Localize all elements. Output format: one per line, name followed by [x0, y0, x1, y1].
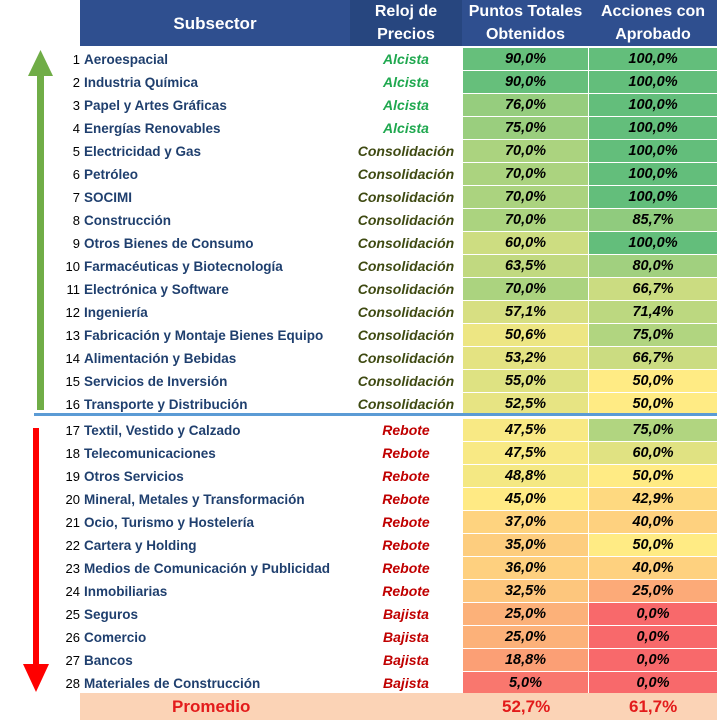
sector-name: Transporte y Distribución: [84, 397, 248, 412]
status-label: Consolidación: [357, 304, 455, 320]
acciones-cell: 75,0%: [589, 324, 717, 347]
row-number: 27: [65, 653, 80, 668]
sector-name: Servicios de Inversión: [84, 374, 228, 389]
status-label: Rebote: [382, 445, 430, 461]
table-row: [0, 209, 717, 232]
row-number: 2: [72, 75, 80, 90]
row-number: 25: [65, 607, 80, 622]
header-acciones-line1: Acciones con: [600, 3, 706, 20]
row-number: 5: [72, 144, 80, 159]
promedio-row: [80, 693, 717, 720]
puntos-cell: 76,0%: [463, 94, 589, 117]
acciones-cell: 100,0%: [589, 163, 717, 186]
sector-name: Farmacéuticas y Biotecnología: [84, 259, 283, 274]
status-label: Consolidación: [357, 281, 455, 297]
acciones-cell: 100,0%: [589, 94, 717, 117]
table-row: [0, 255, 717, 278]
sector-name: Inmobiliarias: [84, 584, 168, 599]
acciones-cell: 80,0%: [589, 255, 717, 278]
header-reloj: [350, 0, 462, 46]
puntos-cell: 18,8%: [463, 649, 589, 672]
table-row: [0, 301, 717, 324]
header-acciones: [589, 0, 717, 46]
status-label: Consolidación: [357, 166, 455, 182]
status-label: Rebote: [382, 583, 430, 599]
sector-name: Seguros: [84, 607, 139, 622]
row-number: 8: [72, 213, 80, 228]
row-number: 11: [66, 282, 80, 297]
row-number: 9: [72, 236, 80, 251]
table-row: [0, 48, 717, 71]
table-row: [0, 163, 717, 186]
status-label: Consolidación: [357, 373, 455, 389]
row-number: 13: [65, 328, 80, 343]
puntos-cell: 90,0%: [463, 71, 589, 94]
sector-name: Bancos: [84, 653, 133, 668]
arrow-down-icon: [23, 428, 49, 692]
puntos-cell: 48,8%: [463, 465, 589, 488]
puntos-cell: 52,5%: [463, 393, 589, 416]
acciones-cell: 75,0%: [589, 419, 717, 442]
row-number: 12: [65, 305, 80, 320]
acciones-cell: 0,0%: [589, 626, 717, 649]
puntos-cell: 45,0%: [463, 488, 589, 511]
table-row: [0, 672, 717, 695]
acciones-cell: 60,0%: [589, 442, 717, 465]
table-row: [0, 278, 717, 301]
acciones-cell: 42,9%: [589, 488, 717, 511]
status-label: Consolidación: [357, 235, 455, 251]
row-number: 10: [65, 259, 80, 274]
puntos-cell: 70,0%: [463, 278, 589, 301]
sector-name: SOCIMI: [84, 190, 133, 205]
header-reloj-label: [375, 0, 437, 46]
table-row: [0, 534, 717, 557]
promedio-label: Promedio: [172, 697, 251, 716]
acciones-cell: 0,0%: [589, 603, 717, 626]
table-row: [0, 580, 717, 603]
sector-name: Comercio: [84, 630, 147, 645]
sector-name: Medios de Comunicación y Publicidad: [84, 561, 331, 576]
acciones-cell: 50,0%: [589, 534, 717, 557]
acciones-cell: 100,0%: [589, 117, 717, 140]
table-row: [0, 232, 717, 255]
sector-name: Materiales de Construcción: [84, 676, 261, 691]
table-row: [0, 442, 717, 465]
sector-name: Alimentación y Bebidas: [84, 351, 237, 366]
table-row: [0, 94, 717, 117]
acciones-cell: 0,0%: [589, 672, 717, 695]
sector-name: Energías Renovables: [84, 121, 221, 136]
row-number: 6: [72, 167, 80, 182]
row-number: 26: [65, 630, 80, 645]
row-number: 1: [72, 52, 80, 67]
status-label: Bajista: [383, 675, 429, 691]
sector-name: Petróleo: [84, 167, 139, 182]
row-number: 4: [72, 121, 80, 136]
header-subsector: [80, 0, 350, 46]
status-label: Consolidación: [357, 212, 455, 228]
status-label: Consolidación: [357, 143, 455, 159]
puntos-cell: 70,0%: [463, 140, 589, 163]
acciones-cell: 66,7%: [589, 278, 717, 301]
row-number: 19: [65, 469, 80, 484]
sector-name: Papel y Artes Gráficas: [84, 98, 227, 113]
trend-arrows: [0, 0, 80, 720]
table-row: [0, 649, 717, 672]
table-row: [0, 324, 717, 347]
status-label: Rebote: [382, 537, 430, 553]
status-label: Rebote: [382, 491, 430, 507]
table-row: [0, 626, 717, 649]
sector-name: Ocio, Turismo y Hostelería: [84, 515, 255, 530]
row-number: 24: [65, 584, 80, 599]
status-label: Alcista: [383, 120, 429, 136]
status-label: Alcista: [383, 51, 429, 67]
table-row: [0, 511, 717, 534]
puntos-cell: 55,0%: [463, 370, 589, 393]
puntos-cell: 25,0%: [463, 626, 589, 649]
puntos-cell: 32,5%: [463, 580, 589, 603]
row-number: 28: [65, 676, 80, 691]
row-number: 18: [65, 446, 80, 461]
acciones-cell: 100,0%: [589, 71, 717, 94]
acciones-cell: 0,0%: [589, 649, 717, 672]
header-reloj-line1: Reloj de: [374, 3, 438, 20]
sector-name: Ingeniería: [84, 305, 148, 320]
status-label: Alcista: [383, 97, 429, 113]
sector-name: Electricidad y Gas: [84, 144, 202, 159]
puntos-cell: 37,0%: [463, 511, 589, 534]
row-number: 16: [65, 397, 80, 412]
status-label: Consolidación: [357, 350, 455, 366]
table-row: [0, 186, 717, 209]
table-row: [0, 347, 717, 370]
row-number: 21: [65, 515, 80, 530]
row-number: 3: [72, 98, 80, 113]
header-puntos: [462, 0, 589, 46]
row-number: 14: [65, 351, 80, 366]
puntos-cell: 90,0%: [463, 48, 589, 71]
acciones-cell: 50,0%: [589, 393, 717, 416]
promedio-puntos: 52,7%: [502, 697, 551, 716]
puntos-cell: 35,0%: [463, 534, 589, 557]
acciones-cell: 50,0%: [589, 465, 717, 488]
status-label: Rebote: [382, 560, 430, 576]
puntos-cell: 70,0%: [463, 209, 589, 232]
status-label: Consolidación: [357, 258, 455, 274]
table-row: [0, 488, 717, 511]
row-number: 17: [65, 423, 80, 438]
table-row: [0, 419, 717, 442]
sector-name: Fabricación y Montaje Bienes Equipo: [84, 328, 324, 343]
puntos-cell: 60,0%: [463, 232, 589, 255]
sector-name: Construcción: [84, 213, 172, 228]
table-row: [0, 71, 717, 94]
header-subsector-label: Subsector: [173, 13, 257, 33]
sector-name: Electrónica y Software: [84, 282, 229, 297]
puntos-cell: 70,0%: [463, 163, 589, 186]
table-row: [0, 603, 717, 626]
status-label: Bajista: [383, 606, 429, 622]
puntos-cell: 5,0%: [463, 672, 589, 695]
puntos-cell: 25,0%: [463, 603, 589, 626]
acciones-cell: 85,7%: [589, 209, 717, 232]
puntos-cell: 53,2%: [463, 347, 589, 370]
acciones-cell: 40,0%: [589, 511, 717, 534]
header-puntos-label: [469, 0, 583, 46]
acciones-cell: 50,0%: [589, 370, 717, 393]
row-number: 7: [72, 190, 80, 205]
puntos-cell: 75,0%: [463, 117, 589, 140]
header-acciones-line2: Aprobado: [615, 26, 691, 43]
status-label: Rebote: [382, 514, 430, 530]
acciones-cell: 100,0%: [589, 140, 717, 163]
sector-name: Otros Servicios: [84, 469, 184, 484]
promedio-acciones: 61,7%: [629, 697, 678, 716]
status-label: Consolidación: [357, 189, 455, 205]
acciones-cell: 100,0%: [589, 232, 717, 255]
acciones-cell: 100,0%: [589, 186, 717, 209]
status-label: Rebote: [382, 422, 430, 438]
puntos-cell: 70,0%: [463, 186, 589, 209]
arrow-up-icon: [28, 50, 53, 410]
sector-name: Cartera y Holding: [84, 538, 197, 553]
header-reloj-line2: Precios: [377, 26, 435, 43]
sector-name: Aeroespacial: [84, 52, 169, 67]
table-row: [0, 140, 717, 163]
header-puntos-line2: Obtenidos: [485, 26, 566, 43]
row-number: 20: [65, 492, 80, 507]
acciones-cell: 40,0%: [589, 557, 717, 580]
sector-name: Otros Bienes de Consumo: [84, 236, 254, 251]
row-number: 15: [65, 374, 80, 389]
acciones-cell: 66,7%: [589, 347, 717, 370]
status-label: Consolidación: [357, 396, 455, 412]
puntos-cell: 50,6%: [463, 324, 589, 347]
sector-name: Industria Química: [84, 75, 199, 90]
status-label: Bajista: [383, 652, 429, 668]
table-row: [0, 465, 717, 488]
puntos-cell: 47,5%: [463, 442, 589, 465]
acciones-cell: 71,4%: [589, 301, 717, 324]
table-row: [0, 557, 717, 580]
row-number: 22: [65, 538, 80, 553]
header-acciones-label: [601, 0, 705, 46]
puntos-cell: 47,5%: [463, 419, 589, 442]
table-row: [0, 117, 717, 140]
status-label: Consolidación: [357, 327, 455, 343]
puntos-cell: 36,0%: [463, 557, 589, 580]
status-label: Bajista: [383, 629, 429, 645]
acciones-cell: 100,0%: [589, 48, 717, 71]
puntos-cell: 57,1%: [463, 301, 589, 324]
sector-name: Telecomunicaciones: [84, 446, 216, 461]
sector-name: Textil, Vestido y Calzado: [84, 423, 241, 438]
acciones-cell: 25,0%: [589, 580, 717, 603]
sector-name: Mineral, Metales y Transformación: [84, 492, 305, 507]
table-row: [0, 370, 717, 393]
puntos-cell: 63,5%: [463, 255, 589, 278]
status-label: Alcista: [383, 74, 429, 90]
section-divider: [34, 413, 717, 416]
row-number: 23: [65, 561, 80, 576]
status-label: Rebote: [382, 468, 430, 484]
header-puntos-line1: Puntos Totales: [468, 3, 583, 20]
